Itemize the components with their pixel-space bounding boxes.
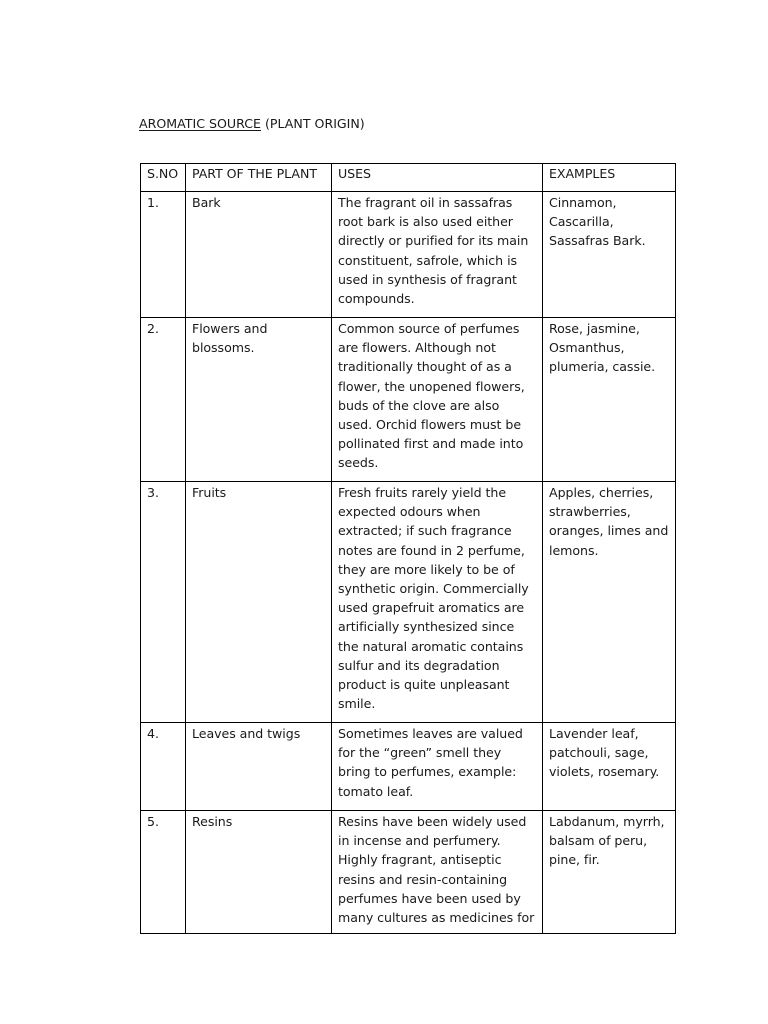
page-title-suffix: (PLANT ORIGIN)	[260, 116, 365, 131]
cell-sno: 4.	[141, 723, 186, 811]
cell-part: Fruits	[186, 482, 332, 723]
cell-part: Bark	[186, 192, 332, 318]
page-title-underlined: AROMATIC SOURCE	[139, 116, 261, 131]
table-row	[141, 811, 676, 934]
cell-sno: 5.	[141, 811, 186, 934]
aromatic-source-table	[140, 163, 676, 934]
cell-part: Flowers and blossoms.	[186, 318, 332, 482]
cell-sno: 3.	[141, 482, 186, 723]
page-title	[139, 115, 365, 133]
header-examples: EXAMPLES	[543, 164, 676, 192]
table-row	[141, 318, 676, 482]
cell-part: Resins	[186, 811, 332, 934]
cell-examples: Apples, cherries, strawberries, oranges, limes and lemons.	[543, 482, 676, 723]
cell-part: Leaves and twigs	[186, 723, 332, 811]
cell-examples: Labdanum, myrrh, balsam of peru, pine, fir.	[543, 811, 676, 934]
header-part-of-plant: PART OF THE PLANT	[186, 164, 332, 192]
cell-examples: Cinnamon, Cascarilla, Sassafras Bark.	[543, 192, 676, 318]
cell-uses: Common source of perfumes are flowers. Although not traditionally thought of as a flower, the unopened flowers, buds of the clove are also used. Orchid flowers must be pollinated first and made into seeds.	[332, 318, 543, 482]
cell-sno: 2.	[141, 318, 186, 482]
cell-uses: Fresh fruits rarely yield the expected odours when extracted; if such fragrance notes are found in 2 perfume, they are more likely to be of synthetic origin. Commercially used grapefruit aromatics are artificially synthesized since the natural aromatic contains sulfur and its degradation product is quite unpleasant smile.	[332, 482, 543, 723]
table-row	[141, 482, 676, 723]
table-header-row	[141, 164, 676, 192]
cell-uses: Resins have been widely used in incense and perfumery. Highly fragrant, antiseptic resins and resin-containing perfumes have been used by many cultures as medicines for	[332, 811, 543, 934]
table-row	[141, 192, 676, 318]
table-row	[141, 723, 676, 811]
cell-sno: 1.	[141, 192, 186, 318]
cell-examples: Lavender leaf, patchouli, sage, violets, rosemary.	[543, 723, 676, 811]
cell-uses: The fragrant oil in sassafras root bark is also used either directly or purified for its main constituent, safrole, which is used in synthesis of fragrant compounds.	[332, 192, 543, 318]
header-sno: S.NO	[141, 164, 186, 192]
header-uses: USES	[332, 164, 543, 192]
cell-examples: Rose, jasmine, Osmanthus, plumeria, cassie.	[543, 318, 676, 482]
cell-uses: Sometimes leaves are valued for the “green” smell they bring to perfumes, example: tomato leaf.	[332, 723, 543, 811]
